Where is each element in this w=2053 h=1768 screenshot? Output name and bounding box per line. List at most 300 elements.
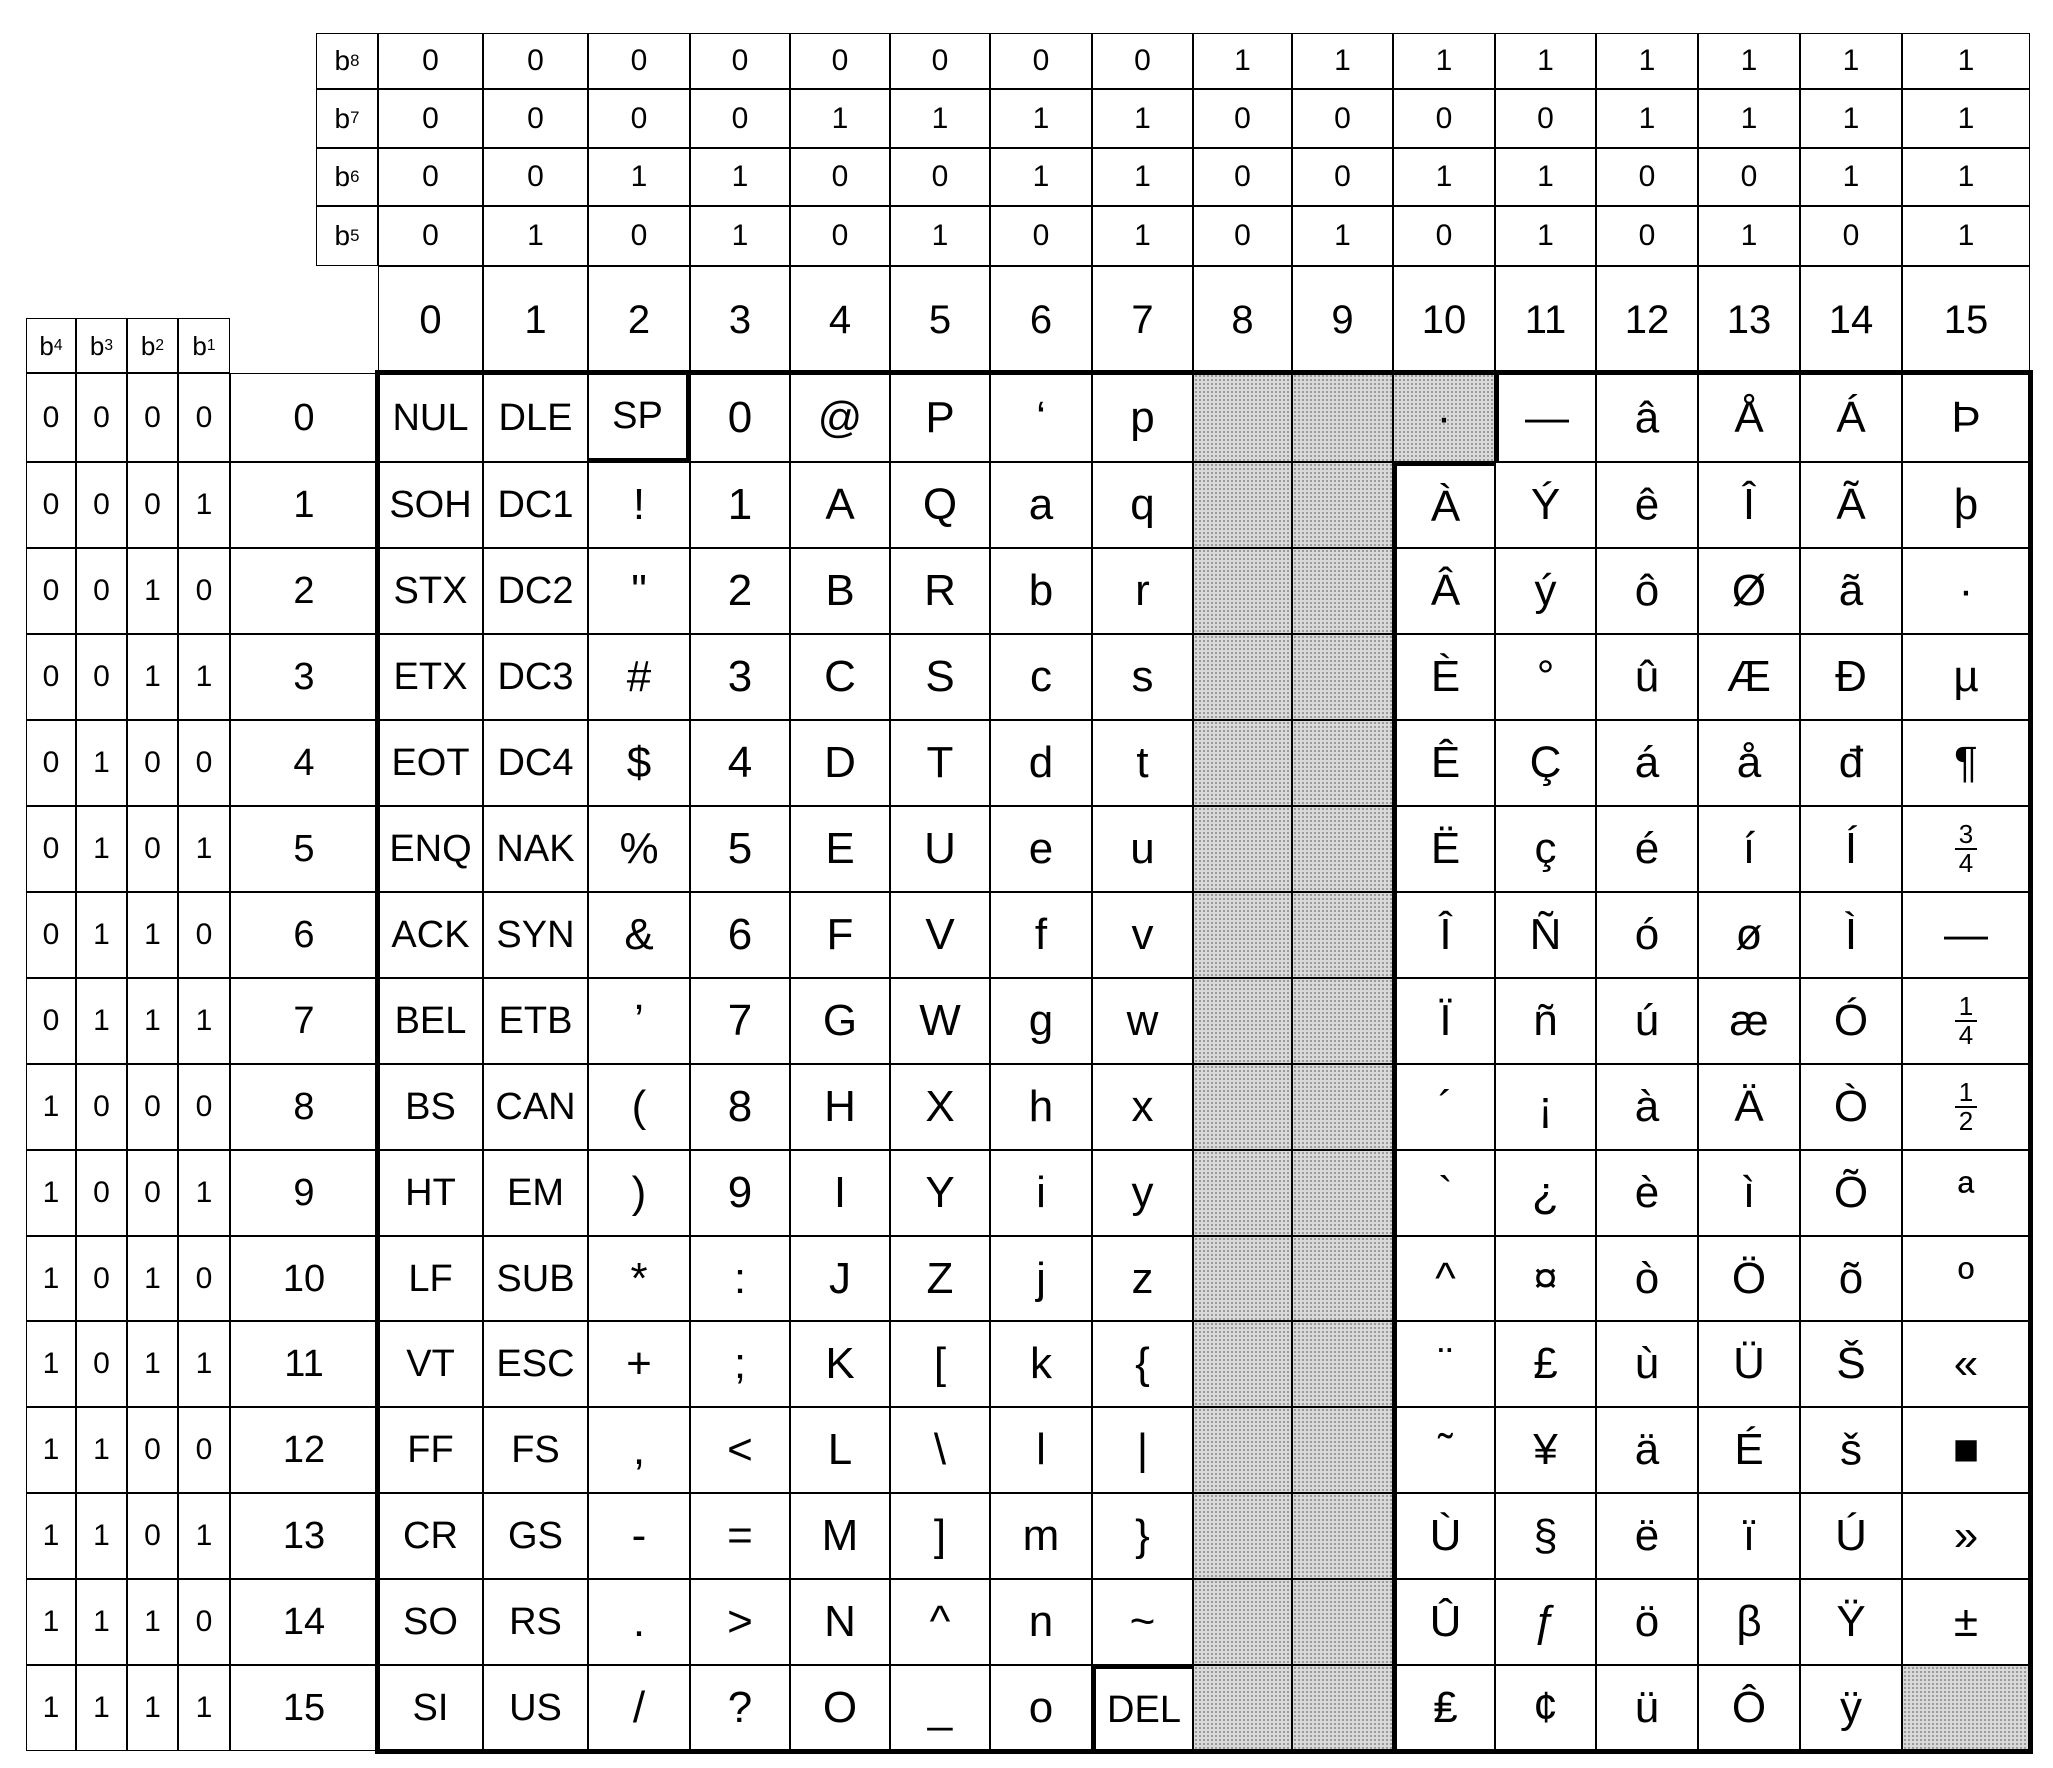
code-cell: Ë xyxy=(1393,806,1495,892)
row-number: 11 xyxy=(230,1321,378,1407)
upper-bit-cell: 0 xyxy=(890,33,990,89)
column-number: 9 xyxy=(1292,266,1393,373)
code-cell: 9 xyxy=(690,1150,790,1236)
lower-bit-cell: 1 xyxy=(178,1665,230,1751)
lower-bit-cell: 1 xyxy=(26,1493,76,1579)
code-cell: H xyxy=(790,1064,890,1150)
code-cell: CR xyxy=(378,1493,483,1579)
upper-bit-label: b 6 xyxy=(316,148,378,206)
code-cell: Ú xyxy=(1800,1493,1902,1579)
code-cell: đ xyxy=(1800,720,1902,806)
shaded-cell xyxy=(1292,1236,1393,1321)
code-cell: D xyxy=(790,720,890,806)
shaded-cell xyxy=(1193,1064,1292,1150)
shaded-cell xyxy=(1193,1665,1292,1751)
column-number: 12 xyxy=(1596,266,1698,373)
code-cell: 3 4 xyxy=(1902,806,2030,892)
code-cell: = xyxy=(690,1493,790,1579)
code-cell: ( xyxy=(588,1064,690,1150)
upper-bit-cell: 0 xyxy=(690,89,790,148)
lower-bit-cell: 1 xyxy=(178,806,230,892)
lower-bit-cell: 0 xyxy=(178,1579,230,1665)
code-cell: m xyxy=(990,1493,1092,1579)
shaded-cell xyxy=(1292,978,1393,1064)
code-cell: ~ xyxy=(1092,1579,1193,1665)
code-cell: Ç xyxy=(1495,720,1596,806)
lower-bit-cell: 1 xyxy=(26,1064,76,1150)
code-cell: Š xyxy=(1800,1321,1902,1407)
code-cell: ù xyxy=(1596,1321,1698,1407)
code-cell: h xyxy=(990,1064,1092,1150)
code-cell: R xyxy=(890,548,990,634)
row-number: 6 xyxy=(230,892,378,978)
lower-bit-cell: 1 xyxy=(76,720,127,806)
code-cell: ÿ xyxy=(1800,1665,1902,1751)
shaded-cell xyxy=(1193,1150,1292,1236)
code-cell: l xyxy=(990,1407,1092,1493)
upper-bit-cell: 1 xyxy=(1902,33,2030,89)
upper-bit-cell: 1 xyxy=(1495,148,1596,206)
row-number: 8 xyxy=(230,1064,378,1150)
shaded-cell xyxy=(1193,892,1292,978)
lower-bit-cell: 1 xyxy=(76,1579,127,1665)
lower-bit-cell: 0 xyxy=(127,373,178,462)
code-cell: Ñ xyxy=(1495,892,1596,978)
lower-bit-cell: 1 xyxy=(127,892,178,978)
code-cell: ^ xyxy=(890,1579,990,1665)
code-cell: ª xyxy=(1902,1150,2030,1236)
shaded-cell xyxy=(1292,548,1393,634)
code-cell: u xyxy=(1092,806,1193,892)
upper-bit-cell: 1 xyxy=(1092,206,1193,266)
code-cell: A xyxy=(790,462,890,548)
code-cell: Â xyxy=(1393,548,1495,634)
code-cell: µ xyxy=(1902,634,2030,720)
upper-bit-cell: 1 xyxy=(690,206,790,266)
code-cell: É xyxy=(1698,1407,1800,1493)
row-number: 3 xyxy=(230,634,378,720)
code-cell: % xyxy=(588,806,690,892)
lower-bit-cell: 0 xyxy=(26,548,76,634)
code-cell: J xyxy=(790,1236,890,1321)
row-number: 5 xyxy=(230,806,378,892)
code-cell: Õ xyxy=(1800,1150,1902,1236)
code-cell: Ý xyxy=(1495,462,1596,548)
upper-bit-cell: 1 xyxy=(890,206,990,266)
code-cell: ¥ xyxy=(1495,1407,1596,1493)
code-cell: X xyxy=(890,1064,990,1150)
code-cell: ` xyxy=(1393,1150,1495,1236)
upper-bit-cell: 0 xyxy=(790,33,890,89)
code-cell: — xyxy=(1495,373,1596,462)
row-number: 9 xyxy=(230,1150,378,1236)
upper-bit-label: b 5 xyxy=(316,206,378,266)
code-cell: 6 xyxy=(690,892,790,978)
upper-bit-cell: 1 xyxy=(1193,33,1292,89)
code-cell: ‘ xyxy=(990,373,1092,462)
upper-bit-cell: 1 xyxy=(990,148,1092,206)
code-cell: U xyxy=(890,806,990,892)
code-cell: NAK xyxy=(483,806,588,892)
shaded-cell xyxy=(1193,806,1292,892)
code-cell: ¶ xyxy=(1902,720,2030,806)
lower-bit-cell: 0 xyxy=(76,1150,127,1236)
code-cell: p xyxy=(1092,373,1193,462)
lower-bit-cell: 1 xyxy=(76,806,127,892)
code-cell: B xyxy=(790,548,890,634)
column-number: 0 xyxy=(378,266,483,373)
upper-bit-cell: 1 xyxy=(1393,148,1495,206)
code-cell: P xyxy=(890,373,990,462)
upper-bit-cell: 1 xyxy=(1292,206,1393,266)
row-number: 7 xyxy=(230,978,378,1064)
column-number: 6 xyxy=(990,266,1092,373)
code-cell: K xyxy=(790,1321,890,1407)
upper-bit-cell: 0 xyxy=(1193,206,1292,266)
column-number: 4 xyxy=(790,266,890,373)
shaded-cell xyxy=(1292,892,1393,978)
shaded-cell xyxy=(1193,1407,1292,1493)
lower-bit-cell: 1 xyxy=(127,634,178,720)
code-cell: β xyxy=(1698,1579,1800,1665)
code-cell: [ xyxy=(890,1321,990,1407)
code-cell: ç xyxy=(1495,806,1596,892)
upper-bit-cell: 1 xyxy=(1495,33,1596,89)
code-cell: 1 xyxy=(690,462,790,548)
shaded-cell xyxy=(1292,1579,1393,1665)
upper-bit-cell: 1 xyxy=(1092,148,1193,206)
code-cell: W xyxy=(890,978,990,1064)
code-cell: ; xyxy=(690,1321,790,1407)
code-cell: 8 xyxy=(690,1064,790,1150)
code-cell: ñ xyxy=(1495,978,1596,1064)
code-cell: Ö xyxy=(1698,1236,1800,1321)
code-cell: ¡ xyxy=(1495,1064,1596,1150)
code-cell: DC3 xyxy=(483,634,588,720)
code-cell: Ê xyxy=(1393,720,1495,806)
row-number: 13 xyxy=(230,1493,378,1579)
code-cell: y xyxy=(1092,1150,1193,1236)
upper-bit-cell: 0 xyxy=(890,148,990,206)
code-cell: STX xyxy=(378,548,483,634)
code-cell: / xyxy=(588,1665,690,1751)
code-cell: - xyxy=(588,1493,690,1579)
code-cell: z xyxy=(1092,1236,1193,1321)
upper-bit-cell: 1 xyxy=(1800,33,1902,89)
code-cell: SUB xyxy=(483,1236,588,1321)
upper-bit-label: b 7 xyxy=(316,89,378,148)
upper-bit-cell: 1 xyxy=(1902,206,2030,266)
shaded-cell: · xyxy=(1393,373,1495,462)
code-cell: SYN xyxy=(483,892,588,978)
upper-bit-cell: 1 xyxy=(890,89,990,148)
code-cell: 5 xyxy=(690,806,790,892)
code-cell: ¨ xyxy=(1393,1321,1495,1407)
code-cell: C xyxy=(790,634,890,720)
lower-bit-cell: 1 xyxy=(26,1407,76,1493)
row-number: 1 xyxy=(230,462,378,548)
upper-bit-cell: 1 xyxy=(1800,89,1902,148)
code-cell: DC1 xyxy=(483,462,588,548)
code-cell: o xyxy=(990,1665,1092,1751)
code-cell: é xyxy=(1596,806,1698,892)
code-cell: e xyxy=(990,806,1092,892)
code-cell: # xyxy=(588,634,690,720)
code-cell: « xyxy=(1902,1321,2030,1407)
code-cell: 4 xyxy=(690,720,790,806)
lower-bit-cell: 0 xyxy=(26,978,76,1064)
column-number: 7 xyxy=(1092,266,1193,373)
code-cell: DC4 xyxy=(483,720,588,806)
column-number: 8 xyxy=(1193,266,1292,373)
code-cell: $ xyxy=(588,720,690,806)
lower-bit-cell: 1 xyxy=(178,1493,230,1579)
code-cell: Ï xyxy=(1393,978,1495,1064)
lower-bit-cell: 0 xyxy=(127,1407,178,1493)
code-cell: Ã xyxy=(1800,462,1902,548)
lower-bit-cell: 0 xyxy=(76,634,127,720)
code-cell: E xyxy=(790,806,890,892)
lower-bit-cell: 1 xyxy=(178,1321,230,1407)
upper-bit-cell: 1 xyxy=(588,148,690,206)
code-cell: å xyxy=(1698,720,1800,806)
code-cell: ´ xyxy=(1393,1064,1495,1150)
code-cell: BEL xyxy=(378,978,483,1064)
upper-bit-cell: 0 xyxy=(1596,148,1698,206)
code-cell: S xyxy=(890,634,990,720)
code-cell: Æ xyxy=(1698,634,1800,720)
code-cell: ú xyxy=(1596,978,1698,1064)
lower-bit-cell: 1 xyxy=(26,1150,76,1236)
code-cell: Ô xyxy=(1698,1665,1800,1751)
code-cell: . xyxy=(588,1579,690,1665)
upper-bit-cell: 0 xyxy=(378,206,483,266)
upper-bit-cell: 1 xyxy=(1698,206,1800,266)
code-cell: | xyxy=(1092,1407,1193,1493)
upper-bit-cell: 0 xyxy=(1596,206,1698,266)
lower-bit-cell: 0 xyxy=(76,1064,127,1150)
row-number: 12 xyxy=(230,1407,378,1493)
lower-bit-cell: 0 xyxy=(178,1407,230,1493)
upper-bit-cell: 0 xyxy=(483,148,588,206)
lower-bit-cell: 0 xyxy=(178,548,230,634)
shaded-cell xyxy=(1292,1064,1393,1150)
lower-bit-cell: 0 xyxy=(76,373,127,462)
lower-bit-cell: 0 xyxy=(26,720,76,806)
code-cell: US xyxy=(483,1665,588,1751)
code-cell: + xyxy=(588,1321,690,1407)
code-cell: È xyxy=(1393,634,1495,720)
code-cell: : xyxy=(690,1236,790,1321)
upper-bit-cell: 1 xyxy=(1495,206,1596,266)
code-cell: 2 xyxy=(690,548,790,634)
row-number: 2 xyxy=(230,548,378,634)
shaded-cell xyxy=(1193,1579,1292,1665)
code-cell: F xyxy=(790,892,890,978)
code-cell: £ xyxy=(1495,1321,1596,1407)
upper-bit-cell: 0 xyxy=(1393,89,1495,148)
lower-bit-cell: 0 xyxy=(127,806,178,892)
code-cell: @ xyxy=(790,373,890,462)
code-cell: Ó xyxy=(1800,978,1902,1064)
code-cell: f xyxy=(990,892,1092,978)
code-cell: ? xyxy=(690,1665,790,1751)
code-cell: 0 xyxy=(690,373,790,462)
lower-bit-label: b 2 xyxy=(127,318,178,373)
code-cell: º xyxy=(1902,1236,2030,1321)
lower-bit-cell: 0 xyxy=(127,1150,178,1236)
lower-bit-cell: 1 xyxy=(127,1236,178,1321)
code-cell: DC2 xyxy=(483,548,588,634)
column-number: 2 xyxy=(588,266,690,373)
code-cell: ° xyxy=(1495,634,1596,720)
column-number: 11 xyxy=(1495,266,1596,373)
shaded-cell xyxy=(1292,1321,1393,1407)
upper-bit-cell: 0 xyxy=(690,33,790,89)
code-cell: ¤ xyxy=(1495,1236,1596,1321)
shaded-cell xyxy=(1292,1407,1393,1493)
code-cell: · xyxy=(1902,548,2030,634)
code-cell: ! xyxy=(588,462,690,548)
lower-bit-cell: 1 xyxy=(127,1579,178,1665)
lower-bit-cell: 1 xyxy=(26,1579,76,1665)
code-cell: { xyxy=(1092,1321,1193,1407)
upper-bit-cell: 0 xyxy=(1698,148,1800,206)
code-cell: § xyxy=(1495,1493,1596,1579)
code-cell: Y xyxy=(890,1150,990,1236)
code-cell: ¢ xyxy=(1495,1665,1596,1751)
code-cell: 1 2 xyxy=(1902,1064,2030,1150)
lower-bit-cell: 1 xyxy=(127,1321,178,1407)
code-cell: G xyxy=(790,978,890,1064)
lower-bit-label: b 3 xyxy=(76,318,127,373)
shaded-cell xyxy=(1292,720,1393,806)
row-number: 15 xyxy=(230,1665,378,1751)
code-cell: 7 xyxy=(690,978,790,1064)
code-cell: ƒ xyxy=(1495,1579,1596,1665)
code-cell: 3 xyxy=(690,634,790,720)
code-cell: Í xyxy=(1800,806,1902,892)
code-cell: \ xyxy=(890,1407,990,1493)
shaded-cell xyxy=(1193,1236,1292,1321)
lower-bit-cell: 1 xyxy=(76,1493,127,1579)
upper-bit-cell: 0 xyxy=(990,33,1092,89)
lower-bit-cell: 0 xyxy=(178,1064,230,1150)
code-cell: ENQ xyxy=(378,806,483,892)
code-cell: ETX xyxy=(378,634,483,720)
code-cell: NUL xyxy=(378,373,483,462)
upper-bit-cell: 1 xyxy=(1393,33,1495,89)
shaded-cell xyxy=(1292,1493,1393,1579)
upper-bit-cell: 1 xyxy=(990,89,1092,148)
code-cell: ₤ xyxy=(1393,1665,1495,1751)
code-cell: ä xyxy=(1596,1407,1698,1493)
code-cell: DEL xyxy=(1092,1665,1193,1751)
code-cell: ˜ xyxy=(1393,1407,1495,1493)
upper-bit-cell: 0 xyxy=(1393,206,1495,266)
code-cell: Î xyxy=(1393,892,1495,978)
upper-bit-cell: 0 xyxy=(990,206,1092,266)
upper-bit-cell: 0 xyxy=(1193,148,1292,206)
lower-bit-cell: 0 xyxy=(26,892,76,978)
code-cell: CAN xyxy=(483,1064,588,1150)
shaded-cell xyxy=(1193,373,1292,462)
upper-bit-cell: 1 xyxy=(1596,89,1698,148)
shaded-cell xyxy=(1292,1665,1393,1751)
shaded-cell xyxy=(1193,634,1292,720)
code-cell: Î xyxy=(1698,462,1800,548)
upper-bit-cell: 0 xyxy=(378,33,483,89)
code-cell: Á xyxy=(1800,373,1902,462)
column-number: 15 xyxy=(1902,266,2030,373)
code-cell: š xyxy=(1800,1407,1902,1493)
upper-bit-cell: 1 xyxy=(1800,148,1902,206)
lower-bit-cell: 1 xyxy=(76,1665,127,1751)
shaded-cell xyxy=(1193,462,1292,548)
code-cell: " xyxy=(588,548,690,634)
upper-bit-cell: 1 xyxy=(1292,33,1393,89)
lower-bit-cell: 1 xyxy=(178,1150,230,1236)
lower-bit-cell: 1 xyxy=(76,1407,127,1493)
lower-bit-label: b 4 xyxy=(26,318,76,373)
upper-bit-cell: 1 xyxy=(790,89,890,148)
column-number: 14 xyxy=(1800,266,1902,373)
column-number: 13 xyxy=(1698,266,1800,373)
lower-bit-cell: 1 xyxy=(26,1665,76,1751)
code-cell: ã xyxy=(1800,548,1902,634)
code-cell: Đ xyxy=(1800,634,1902,720)
code-cell: VT xyxy=(378,1321,483,1407)
code-cell: FS xyxy=(483,1407,588,1493)
lower-bit-cell: 0 xyxy=(76,548,127,634)
code-cell: Û xyxy=(1393,1579,1495,1665)
code-cell: û xyxy=(1596,634,1698,720)
upper-bit-cell: 1 xyxy=(1698,33,1800,89)
column-number: 3 xyxy=(690,266,790,373)
code-cell: BS xyxy=(378,1064,483,1150)
code-cell: è xyxy=(1596,1150,1698,1236)
shaded-cell xyxy=(1193,720,1292,806)
lower-bit-cell: 1 xyxy=(26,1236,76,1321)
lower-bit-cell: 0 xyxy=(76,462,127,548)
upper-bit-cell: 0 xyxy=(483,89,588,148)
code-cell: ü xyxy=(1596,1665,1698,1751)
code-cell: v xyxy=(1092,892,1193,978)
code-cell: r xyxy=(1092,548,1193,634)
upper-bit-cell: 1 xyxy=(1698,89,1800,148)
code-cell: ò xyxy=(1596,1236,1698,1321)
code-cell: i xyxy=(990,1150,1092,1236)
row-number: 0 xyxy=(230,373,378,462)
code-cell: t xyxy=(1092,720,1193,806)
shaded-cell xyxy=(1193,548,1292,634)
upper-bit-cell: 0 xyxy=(378,148,483,206)
lower-bit-cell: 1 xyxy=(178,462,230,548)
column-number: 10 xyxy=(1393,266,1495,373)
code-cell: N xyxy=(790,1579,890,1665)
upper-bit-cell: 0 xyxy=(1292,89,1393,148)
code-cell: > xyxy=(690,1579,790,1665)
code-cell: } xyxy=(1092,1493,1193,1579)
code-cell: 1 4 xyxy=(1902,978,2030,1064)
code-cell: â xyxy=(1596,373,1698,462)
code-cell: d xyxy=(990,720,1092,806)
upper-bit-cell: 0 xyxy=(588,33,690,89)
code-cell: ø xyxy=(1698,892,1800,978)
shaded-cell xyxy=(1292,462,1393,548)
lower-bit-cell: 0 xyxy=(127,462,178,548)
upper-bit-cell: 1 xyxy=(1092,89,1193,148)
